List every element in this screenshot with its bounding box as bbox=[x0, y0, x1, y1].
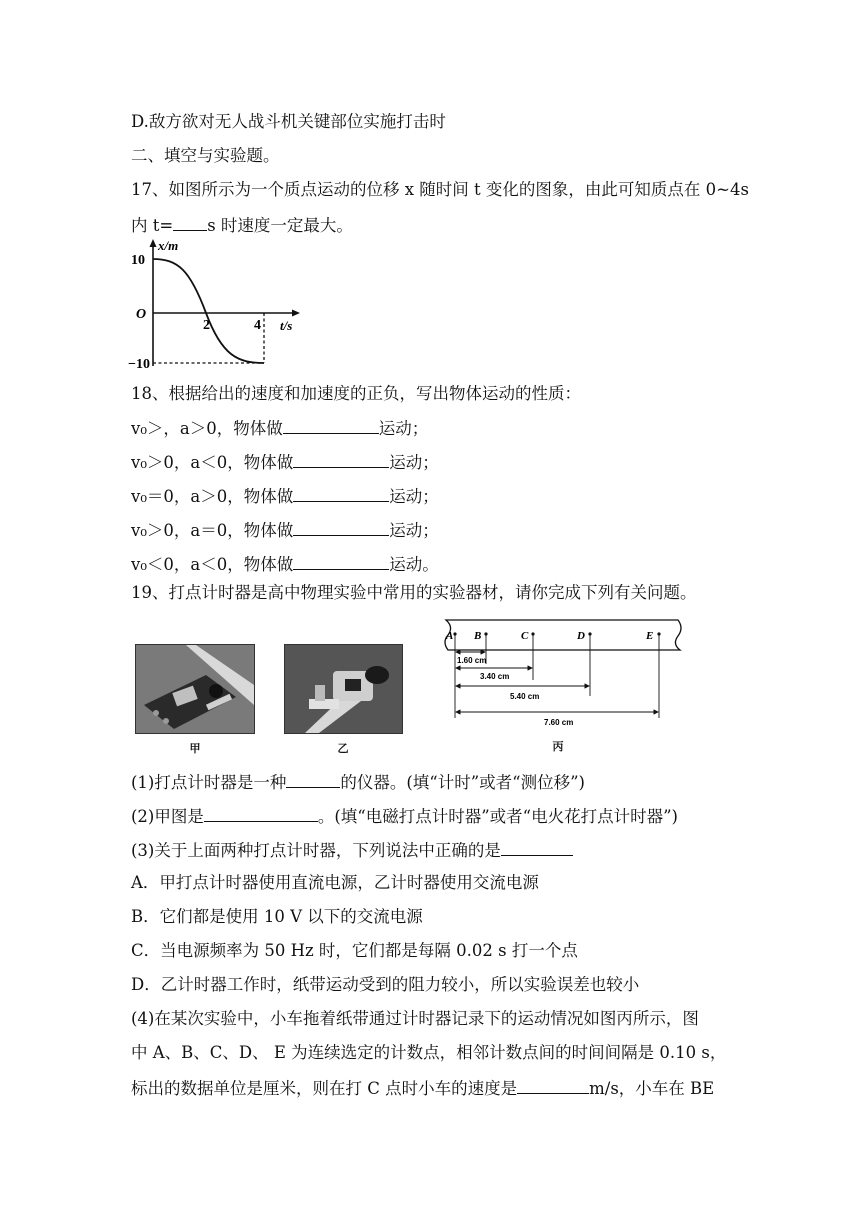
q18-blank-3[interactable] bbox=[293, 483, 389, 502]
photo-spark-timer bbox=[284, 644, 403, 734]
q18-item-5-end: 运动。 bbox=[389, 555, 439, 574]
q19-option-b: B．它们都是使用 10 V 以下的交流电源 bbox=[131, 907, 423, 926]
tape-label-d: D bbox=[577, 630, 585, 642]
q19-part-2-post: 。(填“电磁打点计时器”或者“电火花打点计时器”) bbox=[317, 807, 678, 826]
graph-y-tick-10: 10 bbox=[131, 253, 145, 268]
caption-bing: 丙 bbox=[552, 740, 564, 753]
q19-part-1 bbox=[131, 769, 585, 795]
q18-intro: 18、根据给出的速度和加速度的正负，写出物体运动的性质： bbox=[131, 384, 581, 403]
q18-item-2-end: 运动； bbox=[389, 453, 439, 472]
q19-part-2-pre: (2)甲图是 bbox=[131, 807, 204, 826]
q19-part-4-post: m/s，小车在 BE bbox=[589, 1079, 715, 1098]
tape-dist-ad: 5.40 cm bbox=[510, 692, 540, 701]
tape-label-a: A bbox=[446, 630, 454, 642]
q19-option-d: D．乙计时器工作时，纸带运动受到的阻力较小，所以实验误差也较小 bbox=[131, 975, 640, 994]
q18-item-5-text: v₀＜0，a＜0，物体做 bbox=[131, 555, 294, 574]
q19-part-1-pre: (1)打点计时器是一种 bbox=[131, 773, 287, 792]
q19-part-4-pre: 标出的数据单位是厘米，则在打 C 点时小车的速度是 bbox=[131, 1079, 518, 1098]
q17-answer-blank[interactable] bbox=[173, 212, 207, 231]
caption-yi: 乙 bbox=[337, 742, 349, 755]
q19-intro: 19、打点计时器是高中物理实验中常用的实验器材，请你完成下列有关问题。 bbox=[131, 583, 697, 602]
q18-item-1 bbox=[131, 415, 428, 441]
q18-item-2-text: v₀＞0，a＜0，物体做 bbox=[131, 453, 294, 472]
q18-item-1-end: 运动； bbox=[378, 419, 429, 438]
q18-blank-4[interactable] bbox=[293, 517, 389, 536]
q18-blank-5[interactable] bbox=[293, 551, 389, 570]
q19-option-c: C．当电源频率为 50 Hz 时，它们都是每隔 0.02 s 打一个点 bbox=[131, 941, 578, 960]
q18-blank-1[interactable] bbox=[283, 415, 379, 434]
option-d-line: D.敌方欲对无人战斗机关键部位实施打击时 bbox=[131, 112, 446, 131]
q19-part-4-line-3 bbox=[131, 1075, 714, 1101]
tape-label-c: C bbox=[521, 630, 529, 642]
q18-item-5 bbox=[131, 551, 439, 577]
q17-text-pre: 内 t= bbox=[131, 216, 174, 235]
q19-part-4-line-1: (4)在某次实验中，小车拖着纸带通过计时器记录下的运动情况如图丙所示，图 bbox=[131, 1009, 699, 1028]
displacement-time-graph bbox=[128, 238, 318, 370]
section-heading: 二、填空与实验题。 bbox=[131, 146, 280, 165]
timer-jia-illustration bbox=[136, 645, 254, 733]
q18-item-4 bbox=[131, 517, 439, 543]
q19-part-3-text: (3)关于上面两种打点计时器，下列说法中正确的是 bbox=[131, 841, 501, 860]
timer-yi-illustration bbox=[285, 645, 402, 733]
q18-blank-2[interactable] bbox=[293, 449, 389, 468]
q17-line-1: 17、如图所示为一个质点运动的位移 x 随时间 t 变化的图象，由此可知质点在 0~4s bbox=[131, 180, 749, 199]
q19-blank-2[interactable] bbox=[204, 803, 318, 822]
graph-y-label: x/m bbox=[158, 238, 179, 253]
q19-option-a: A．甲打点计时器使用直流电源，乙计时器使用交流电源 bbox=[131, 873, 539, 892]
graph-x-tick-4: 4 bbox=[254, 318, 261, 333]
q18-item-3-end: 运动； bbox=[389, 487, 439, 506]
q18-item-4-end: 运动； bbox=[389, 521, 439, 540]
tape-label-b: B bbox=[474, 630, 482, 642]
tape-label-e: E bbox=[646, 630, 654, 642]
paper-tape-diagram bbox=[440, 618, 690, 736]
q18-item-3-text: v₀＝0，a＞0，物体做 bbox=[131, 487, 294, 506]
q19-blank-4[interactable] bbox=[517, 1075, 589, 1094]
q19-blank-3[interactable] bbox=[501, 837, 573, 856]
tape-dist-ae: 7.60 cm bbox=[544, 718, 574, 727]
graph-x-tick-2: 2 bbox=[203, 318, 210, 333]
q19-part-1-post: 的仪器。(填“计时”或者“测位移”) bbox=[340, 773, 585, 792]
graph-origin-label: O bbox=[136, 307, 147, 322]
q18-item-2 bbox=[131, 449, 439, 475]
q17-text-post: s 时速度一定最大。 bbox=[207, 216, 353, 235]
q19-part-2 bbox=[131, 803, 678, 829]
q18-item-4-text: v₀＞0，a＝0，物体做 bbox=[131, 521, 294, 540]
q17-line-2 bbox=[131, 212, 353, 238]
tape-dist-ab: 1.60 cm bbox=[457, 656, 487, 665]
q18-item-3 bbox=[131, 483, 439, 509]
q19-part-3 bbox=[131, 837, 573, 863]
caption-jia: 甲 bbox=[189, 742, 201, 755]
tape-dist-ac: 3.40 cm bbox=[480, 672, 510, 681]
q19-part-4-line-2: 中 A、B、C、D、 E 为连续选定的计数点，相邻计数点间的时间间隔是 0.10 s， bbox=[131, 1043, 727, 1062]
q19-blank-1[interactable] bbox=[286, 769, 340, 788]
graph-x-label: t/s bbox=[280, 318, 293, 333]
photo-electromagnetic-timer bbox=[135, 644, 255, 734]
graph-y-tick-neg10: −10 bbox=[128, 357, 150, 370]
q18-item-1-text: v₀＞，a＞0，物体做 bbox=[131, 419, 283, 438]
